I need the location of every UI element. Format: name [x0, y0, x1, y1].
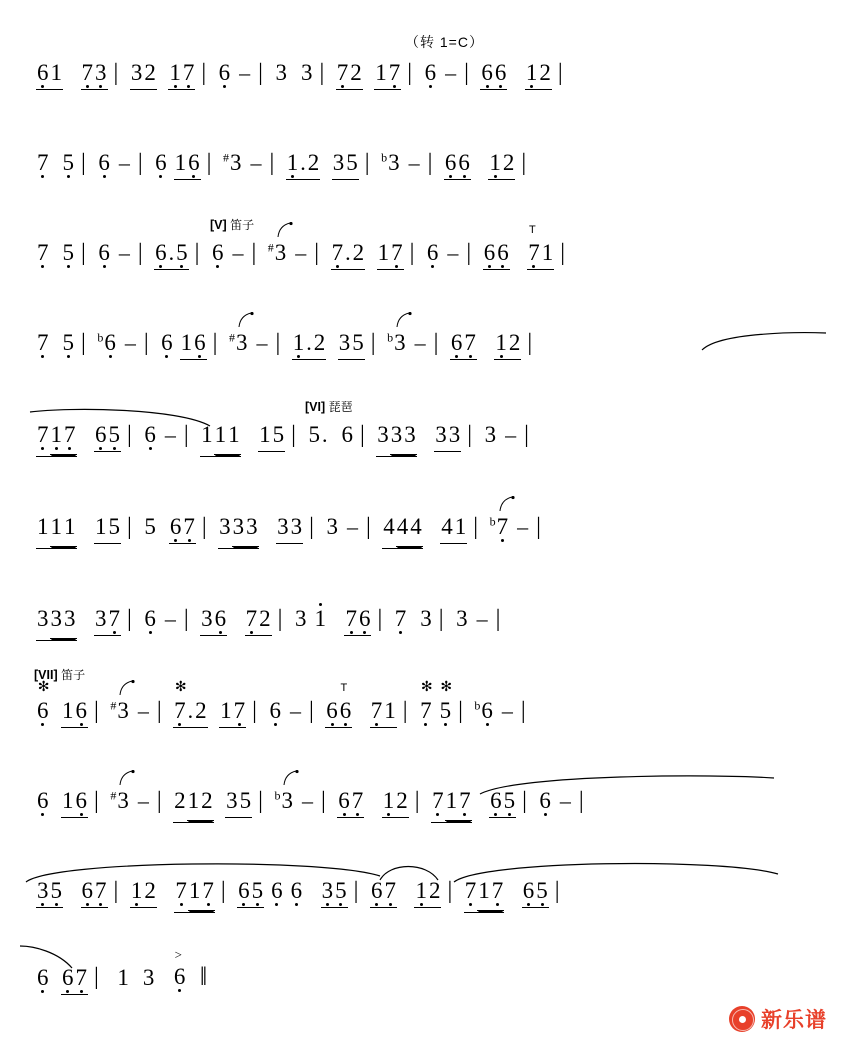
score-line-8-notes: 6 ✻ 16 | #3 – | 7 ✻ .2 17 | 6 – | 66 T 71 | 7 ✻ 5 ✻ | $^b$6 – | [36, 696, 532, 728]
score-line-4 [0, 328, 841, 390]
score-line-7 [0, 604, 841, 666]
final-barline: ‖ [199, 962, 206, 991]
score-line-2-notes: 7 5 | 6 – | 6 16 | #3 – | 1.2 35 | $^b$3 – | 66 12 | [36, 148, 532, 180]
logo-text: 新乐谱 [761, 1009, 827, 1032]
tie-line-4 [700, 330, 830, 352]
score-line-9-notes: 6 16 | #3 – | 212 35 | $^b$3 – | 67 12 | 717 65 | 6 – | [36, 786, 590, 823]
score-line-1-notes: 61 73 | 32 17 | 6 – | 3 3 | 72 17 | 6 – | 66 12 | [36, 58, 569, 90]
score-line-5 [0, 400, 841, 482]
score-line-5-notes: 717 65 | 6 – | 111 15 | 5. 6 | 333 33 | 3 – | [36, 420, 535, 457]
score-line-10 [0, 876, 841, 938]
score-line-4-notes: 7 5 | $^b$6 – | 6 16 | #3 – | 1.2 35 | $^b$3 – | 67 12 | [36, 328, 538, 360]
section-marker-vii: [VII] 笛子 [34, 668, 86, 682]
section-marker-vi: [VI] 琵琶 [305, 400, 353, 414]
score-line-9 [0, 786, 841, 848]
score-line-7-notes: 333 37 | 6 – | 36 72 | 3 1 76 | 7 3 | 3 – | [36, 604, 506, 641]
site-logo [729, 1004, 827, 1034]
score-line-2 [0, 148, 841, 210]
score-line-1 [0, 58, 841, 120]
score-line-8 [0, 668, 841, 758]
score-line-6 [0, 512, 841, 574]
score-line-10-notes: 35 67 | 12 717 | 65 6 6 35 | 67 12 | 717 65 | [36, 876, 566, 913]
score-line-11-notes: 6 67 | 1 3 6 > ‖ [36, 962, 205, 995]
section-marker-v: [V] 笛子 [210, 218, 255, 232]
key-change-note: （转 1=C） [405, 34, 484, 50]
score-line-3-notes: 7 5 | 6 – | 6.5 | 6 – | #3 – | 7.2 17 | 6 – | 66 7 T 1 | [36, 238, 571, 270]
score-line-6-notes: 111 15 | 5 67 | 333 33 | 3 – | 444 41 | $^b$7 – | [36, 512, 547, 549]
score-line-3 [0, 218, 841, 300]
vinyl-disc-icon [729, 1006, 755, 1032]
score-line-11 [0, 947, 841, 1024]
